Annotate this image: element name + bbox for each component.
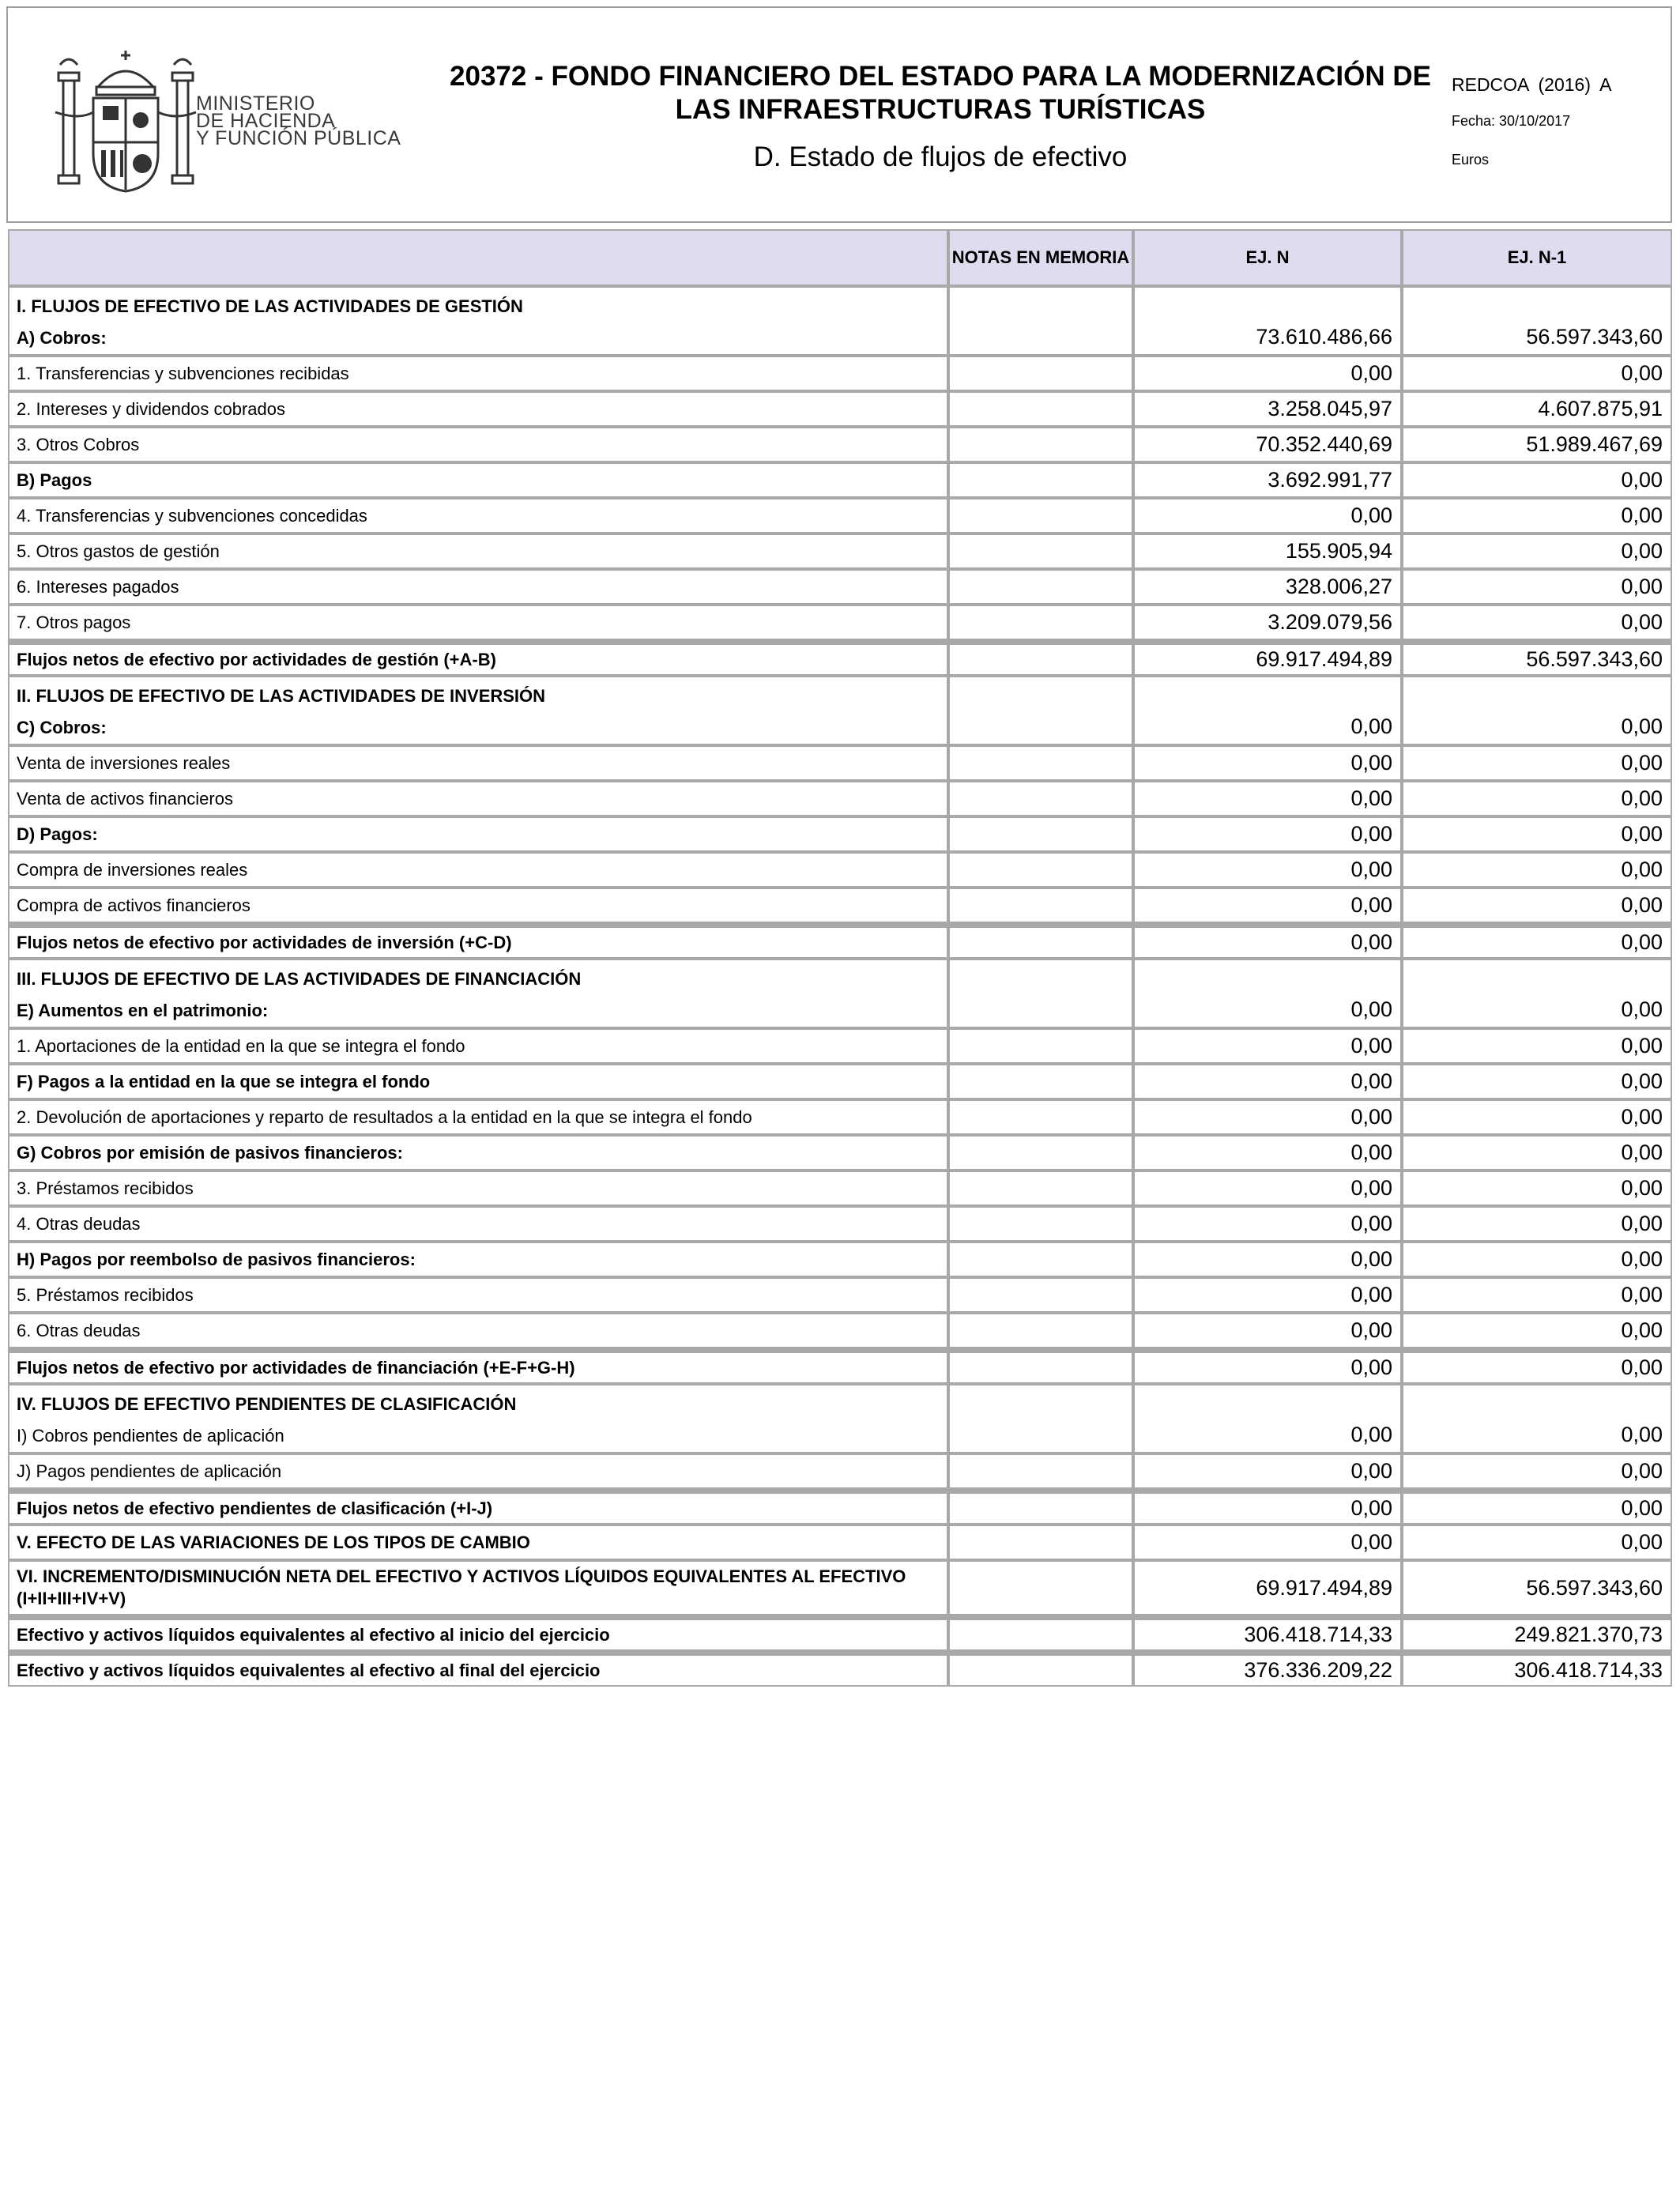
table-row: [8, 1651, 1672, 1687]
previous-year-value: 306.418.714,33: [1402, 1651, 1672, 1687]
notes-cell: [948, 286, 1133, 356]
previous-year-value: 0,00: [1402, 462, 1672, 498]
row-label: Efectivo y activos líquidos equivalentes al efectivo al inicio del ejercicio: [17, 1624, 610, 1645]
notes-cell: [948, 1135, 1133, 1171]
table-row: [8, 745, 1672, 781]
table-row: [8, 1028, 1672, 1064]
row-label: C) Cobros:: [17, 718, 107, 737]
row-label-cell: [8, 533, 948, 569]
column-header-notes: NOTAS EN MEMORIA: [948, 229, 1133, 286]
table-row: [8, 1135, 1672, 1171]
current-year-value: 0,00: [1133, 676, 1402, 745]
notes-cell: [948, 676, 1133, 745]
current-year-value: 0,00: [1133, 1489, 1402, 1525]
previous-year-value: 0,00: [1402, 923, 1672, 959]
column-header-previous-year: EJ. N-1: [1402, 229, 1672, 286]
notes-cell: [948, 533, 1133, 569]
row-label: Venta de activos financieros: [17, 788, 233, 809]
previous-year-value: 0,00: [1402, 1171, 1672, 1206]
previous-year-value: 0,00: [1402, 1525, 1672, 1560]
table-row: [8, 781, 1672, 816]
table-row: [8, 1099, 1672, 1135]
current-year-value: 0,00: [1133, 1313, 1402, 1348]
current-year-value: 0,00: [1133, 852, 1402, 888]
row-label-cell: [8, 1384, 948, 1453]
current-year-value: 0,00: [1133, 1099, 1402, 1135]
row-label-cell: [8, 1453, 948, 1489]
row-label-cell: [8, 1064, 948, 1099]
notes-cell: [948, 427, 1133, 462]
previous-year-value: 0,00: [1402, 1277, 1672, 1313]
current-year-value: 0,00: [1133, 781, 1402, 816]
previous-year-value: 0,00: [1402, 1028, 1672, 1064]
current-year-value: 328.006,27: [1133, 569, 1402, 605]
current-year-value: 376.336.209,22: [1133, 1651, 1402, 1687]
current-year-value: 0,00: [1133, 498, 1402, 533]
table-row: [8, 462, 1672, 498]
row-label: 6. Intereses pagados: [17, 576, 179, 597]
previous-year-value: 0,00: [1402, 533, 1672, 569]
row-label-cell: [8, 781, 948, 816]
notes-cell: [948, 1028, 1133, 1064]
row-label-cell: [8, 852, 948, 888]
previous-year-value: 0,00: [1402, 852, 1672, 888]
cash-flow-table: [8, 229, 1672, 1687]
title-line-1: 20372 - FONDO FINANCIERO DEL ESTADO PARA LA MODERNIZACIÓN DE: [450, 61, 1431, 92]
current-year-value: 0,00: [1133, 1028, 1402, 1064]
report-code: REDCOA (2016) A: [1452, 74, 1612, 95]
table-row: [8, 1525, 1672, 1560]
table-header-row: [8, 229, 1672, 286]
previous-year-value: 56.597.343,60: [1402, 286, 1672, 356]
previous-year-value: 0,00: [1402, 356, 1672, 391]
current-year-value: 3.209.079,56: [1133, 605, 1402, 640]
row-label-cell: [8, 1242, 948, 1277]
notes-cell: [948, 356, 1133, 391]
row-label: Flujos netos de efectivo por actividades de financiación (+E-F+G-H): [17, 1357, 575, 1378]
row-label: 2. Intereses y dividendos cobrados: [17, 398, 285, 419]
row-label-cell: [8, 888, 948, 923]
report-subtitle: D. Estado de flujos de efectivo: [753, 141, 1128, 172]
row-label: I) Cobros pendientes de aplicación: [17, 1426, 284, 1446]
row-label-cell: [8, 1313, 948, 1348]
row-label: 7. Otros pagos: [17, 612, 131, 632]
current-year-value: 0,00: [1133, 888, 1402, 923]
current-year-value: 0,00: [1133, 1242, 1402, 1277]
notes-cell: [948, 816, 1133, 852]
previous-year-value: 0,00: [1402, 1099, 1672, 1135]
table-row: [8, 640, 1672, 676]
previous-year-value: 0,00: [1402, 498, 1672, 533]
column-header-concept: [8, 229, 948, 286]
notes-cell: [948, 462, 1133, 498]
row-label-cell: [8, 1206, 948, 1242]
row-label: 6. Otras deudas: [17, 1320, 141, 1340]
current-year-value: 0,00: [1133, 1525, 1402, 1560]
current-year-value: 69.917.494,89: [1133, 1560, 1402, 1615]
row-label: Efectivo y activos líquidos equivalentes al efectivo al final del ejercicio: [17, 1660, 601, 1680]
notes-cell: [948, 1384, 1133, 1453]
current-year-value: 0,00: [1133, 356, 1402, 391]
currency-unit: Euros: [1452, 152, 1490, 168]
row-label: E) Aumentos en el patrimonio:: [17, 1001, 269, 1020]
table-row: [8, 356, 1672, 391]
row-label-cell: [8, 391, 948, 427]
current-year-value: 0,00: [1133, 1206, 1402, 1242]
notes-cell: [948, 569, 1133, 605]
table-row: [8, 286, 1672, 356]
table-row: [8, 1489, 1672, 1525]
previous-year-value: 0,00: [1402, 781, 1672, 816]
current-year-value: 0,00: [1133, 1135, 1402, 1171]
row-label-cell: [8, 923, 948, 959]
previous-year-value: 0,00: [1402, 1384, 1672, 1453]
report-meta: [1452, 74, 1611, 168]
row-label-cell: [8, 1028, 948, 1064]
row-label: G) Cobros por emisión de pasivos financieros:: [17, 1142, 403, 1163]
table-row: [8, 1206, 1672, 1242]
current-year-value: 155.905,94: [1133, 533, 1402, 569]
notes-cell: [948, 923, 1133, 959]
table-row: [8, 676, 1672, 745]
row-label-cell: [8, 959, 948, 1028]
notes-cell: [948, 1453, 1133, 1489]
notes-cell: [948, 1099, 1133, 1135]
notes-cell: [948, 745, 1133, 781]
section-heading: I. FLUJOS DE EFECTIVO DE LAS ACTIVIDADES DE GESTIÓN: [17, 296, 523, 316]
row-label-cell: [8, 462, 948, 498]
table-row: [8, 1348, 1672, 1384]
table-row: [8, 1453, 1672, 1489]
column-header-current-year: EJ. N: [1133, 229, 1402, 286]
table-row: [8, 1242, 1672, 1277]
current-year-value: 0,00: [1133, 745, 1402, 781]
row-label: F) Pagos a la entidad en la que se integra el fondo: [17, 1071, 431, 1091]
previous-year-value: 0,00: [1402, 816, 1672, 852]
table-row: [8, 1384, 1672, 1453]
current-year-value: 73.610.486,66: [1133, 286, 1402, 356]
table-row: [8, 1615, 1672, 1651]
previous-year-value: 0,00: [1402, 959, 1672, 1028]
current-year-value: 0,00: [1133, 1171, 1402, 1206]
row-label-cell: [8, 1560, 948, 1615]
row-label: D) Pagos:: [17, 824, 98, 844]
notes-cell: [948, 852, 1133, 888]
row-label-cell: [8, 1277, 948, 1313]
previous-year-value: 0,00: [1402, 605, 1672, 640]
row-label: Compra de activos financieros: [17, 895, 250, 915]
row-label-cell: [8, 427, 948, 462]
row-label: Flujos netos de efectivo por actividades de inversión (+C-D): [17, 932, 512, 952]
report-title: [435, 60, 1446, 174]
notes-cell: [948, 1560, 1133, 1615]
current-year-value: 70.352.440,69: [1133, 427, 1402, 462]
notes-cell: [948, 498, 1133, 533]
ministry-line: DE HACIENDA: [196, 110, 336, 132]
row-label: 2. Devolución de aportaciones y reparto de resultados a la entidad en la que se integra el fondo: [17, 1106, 752, 1127]
row-label: A) Cobros:: [17, 328, 107, 348]
notes-cell: [948, 1171, 1133, 1206]
notes-cell: [948, 1313, 1133, 1348]
notes-cell: [948, 959, 1133, 1028]
ministry-line: MINISTERIO: [196, 92, 315, 115]
row-label: Compra de inversiones reales: [17, 859, 248, 880]
table-row: [8, 1313, 1672, 1348]
table-row: [8, 569, 1672, 605]
notes-cell: [948, 781, 1133, 816]
row-label: V. EFECTO DE LAS VARIACIONES DE LOS TIPOS DE CAMBIO: [17, 1532, 530, 1552]
row-label: Venta de inversiones reales: [17, 752, 231, 773]
previous-year-value: 56.597.343,60: [1402, 640, 1672, 676]
row-label-cell: [8, 498, 948, 533]
row-label-cell: [8, 816, 948, 852]
title-line-2: LAS INFRAESTRUCTURAS TURÍSTICAS: [675, 94, 1206, 125]
notes-cell: [948, 391, 1133, 427]
row-label-cell: [8, 1651, 948, 1687]
notes-cell: [948, 605, 1133, 640]
notes-cell: [948, 640, 1133, 676]
table-row: [8, 498, 1672, 533]
row-label: 1. Transferencias y subvenciones recibidas: [17, 363, 349, 383]
notes-cell: [948, 1064, 1133, 1099]
row-label-cell: [8, 605, 948, 640]
report-header: [6, 6, 1672, 223]
previous-year-value: 0,00: [1402, 1242, 1672, 1277]
row-label-cell: [8, 640, 948, 676]
table-row: [8, 427, 1672, 462]
row-label-cell: [8, 1489, 948, 1525]
table-row: [8, 852, 1672, 888]
section-heading: III. FLUJOS DE EFECTIVO DE LAS ACTIVIDADES DE FINANCIACIÓN: [17, 969, 582, 989]
ministry-line: Y FUNCIÓN PÚBLICA: [196, 127, 401, 149]
table-row: [8, 605, 1672, 640]
table-row: [8, 816, 1672, 852]
table-row: [8, 533, 1672, 569]
row-label-cell: [8, 745, 948, 781]
previous-year-value: 249.821.370,73: [1402, 1615, 1672, 1651]
row-label: 4. Transferencias y subvenciones concedidas: [17, 505, 367, 526]
table-row: [8, 923, 1672, 959]
row-label-cell: [8, 676, 948, 745]
current-year-value: 0,00: [1133, 1453, 1402, 1489]
previous-year-value: 0,00: [1402, 1206, 1672, 1242]
current-year-value: 0,00: [1133, 1348, 1402, 1384]
section-heading: II. FLUJOS DE EFECTIVO DE LAS ACTIVIDADES DE INVERSIÓN: [17, 686, 546, 706]
row-label: Flujos netos de efectivo pendientes de clasificación (+I-J): [17, 1498, 493, 1518]
row-label: 3. Préstamos recibidos: [17, 1178, 194, 1198]
previous-year-value: 0,00: [1402, 1064, 1672, 1099]
table-row: [8, 1560, 1672, 1615]
notes-cell: [948, 1651, 1133, 1687]
current-year-value: 0,00: [1133, 1064, 1402, 1099]
row-label: H) Pagos por reembolso de pasivos financieros:: [17, 1249, 416, 1269]
table-row: [8, 959, 1672, 1028]
table-row: [8, 888, 1672, 923]
row-label: 3. Otros Cobros: [17, 434, 140, 454]
row-label-cell: [8, 286, 948, 356]
current-year-value: 3.258.045,97: [1133, 391, 1402, 427]
notes-cell: [948, 1277, 1133, 1313]
row-label: 5. Otros gastos de gestión: [17, 541, 220, 561]
current-year-value: 3.692.991,77: [1133, 462, 1402, 498]
notes-cell: [948, 1525, 1133, 1560]
row-label: B) Pagos: [17, 469, 92, 490]
notes-cell: [948, 888, 1133, 923]
notes-cell: [948, 1242, 1133, 1277]
row-label-cell: [8, 1099, 948, 1135]
current-year-value: 306.418.714,33: [1133, 1615, 1402, 1651]
row-label-cell: [8, 356, 948, 391]
row-label: Flujos netos de efectivo por actividades de gestión (+A-B): [17, 649, 496, 669]
row-label: VI. INCREMENTO/DISMINUCIÓN NETA DEL EFECTIVO Y ACTIVOS LÍQUIDOS EQUIVALENTES AL EFECTIVO (I+II+III+IV+V): [17, 1566, 906, 1608]
row-label-cell: [8, 1135, 948, 1171]
table-row: [8, 1277, 1672, 1313]
row-label-cell: [8, 1525, 948, 1560]
notes-cell: [948, 1348, 1133, 1384]
previous-year-value: 0,00: [1402, 1313, 1672, 1348]
current-year-value: 0,00: [1133, 1384, 1402, 1453]
previous-year-value: 56.597.343,60: [1402, 1560, 1672, 1615]
previous-year-value: 0,00: [1402, 1348, 1672, 1384]
previous-year-value: 0,00: [1402, 1489, 1672, 1525]
notes-cell: [948, 1615, 1133, 1651]
row-label-cell: [8, 1171, 948, 1206]
row-label-cell: [8, 569, 948, 605]
current-year-value: 69.917.494,89: [1133, 640, 1402, 676]
table-body: [8, 286, 1672, 1687]
table-row: [8, 391, 1672, 427]
row-label-cell: [8, 1615, 948, 1651]
current-year-value: 0,00: [1133, 1277, 1402, 1313]
previous-year-value: 0,00: [1402, 888, 1672, 923]
previous-year-value: 0,00: [1402, 676, 1672, 745]
current-year-value: 0,00: [1133, 816, 1402, 852]
section-heading: IV. FLUJOS DE EFECTIVO PENDIENTES DE CLASIFICACIÓN: [17, 1394, 517, 1414]
previous-year-value: 0,00: [1402, 1135, 1672, 1171]
current-year-value: 0,00: [1133, 959, 1402, 1028]
previous-year-value: 4.607.875,91: [1402, 391, 1672, 427]
notes-cell: [948, 1206, 1133, 1242]
row-label-cell: [8, 1348, 948, 1384]
row-label: 1. Aportaciones de la entidad en la que se integra el fondo: [17, 1035, 465, 1056]
row-label: J) Pagos pendientes de aplicación: [17, 1461, 282, 1481]
report-date: Fecha: 30/10/2017: [1452, 113, 1571, 129]
previous-year-value: 0,00: [1402, 569, 1672, 605]
previous-year-value: 0,00: [1402, 1453, 1672, 1489]
previous-year-value: 51.989.467,69: [1402, 427, 1672, 462]
previous-year-value: 0,00: [1402, 745, 1672, 781]
ministry-name: [196, 92, 401, 149]
table-row: [8, 1064, 1672, 1099]
notes-cell: [948, 1489, 1133, 1525]
row-label: 5. Préstamos recibidos: [17, 1284, 194, 1305]
table-row: [8, 1171, 1672, 1206]
row-label: 4. Otras deudas: [17, 1213, 141, 1234]
current-year-value: 0,00: [1133, 923, 1402, 959]
